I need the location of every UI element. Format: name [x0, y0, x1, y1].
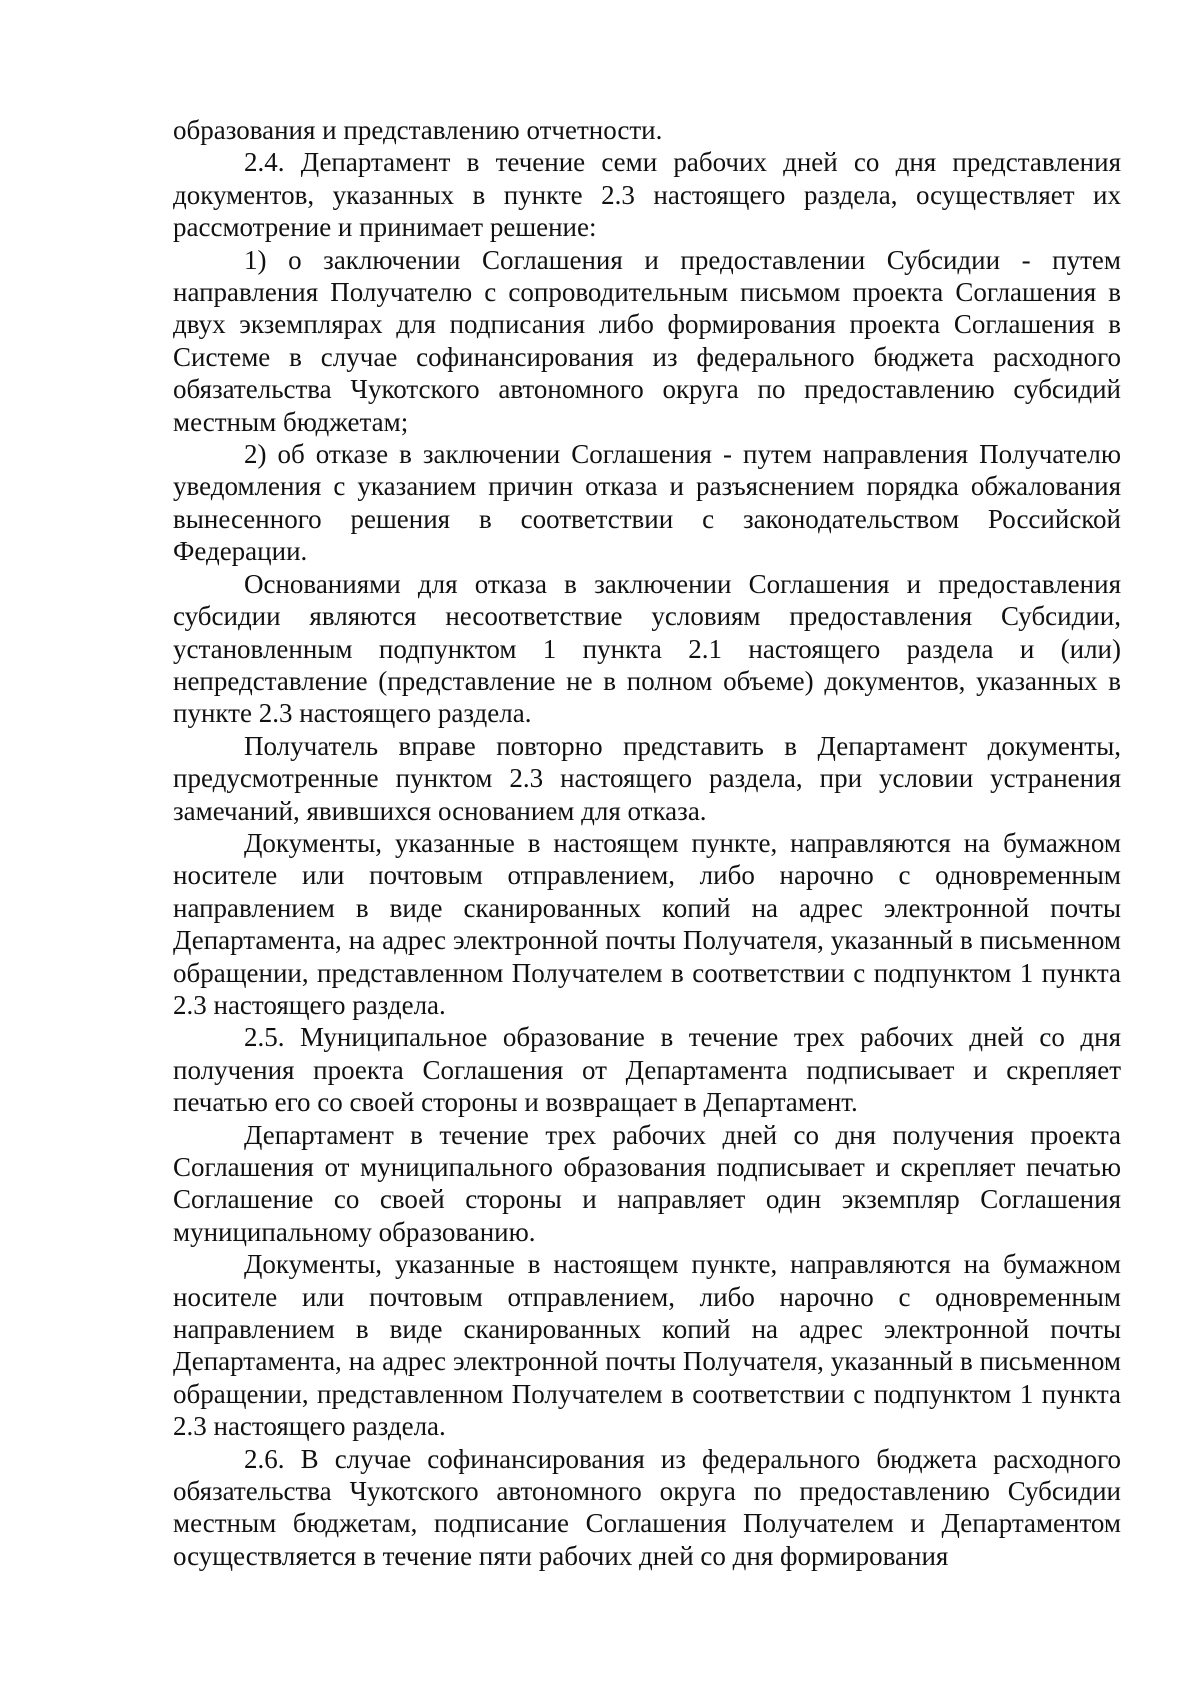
paragraph-refusal-grounds: Основаниями для отказа в заключении Соглашения и предоставления субсидии являются несоответствие условиям предоставления Субсидии, установленным подпунктом 1 пункта 2.1 настоящего раздела и (или) непредставление (представление не в полном объеме) документов, указанных в пункте 2.3 настоящего раздела.	[173, 568, 1121, 729]
document-page	[173, 114, 1121, 1572]
paragraph-item-2: 2) об отказе в заключении Соглашения - путем направления Получателю уведомления с указанием причин отказа и разъяснением порядка обжалования вынесенного решения в соответствии с законодательством Российской Федерации.	[173, 439, 1121, 567]
paragraph-documents-delivery-2: Документы, указанные в настоящем пункте, направляются на бумажном носителе или почтовым отправлением, либо нарочно с одновременным направлением в виде сканированных копий на адрес электронной почты Департамента, на адрес электронной почты Получателя, указанный в письменном обращении, представленном Получателем в соответствии с подпунктом 1 пункта 2.3 настоящего раздела.	[173, 1249, 1121, 1442]
paragraph-item-1: 1) о заключении Соглашения и предоставлении Субсидии - путем направления Получателю с сопроводительным письмом проекта Соглашения в двух экземплярах для подписания либо формирования проекта Соглашения в Системе в случае софинансирования из федерального бюджета расходного обязательства Чукотского автономного округа по предоставлению субсидий местным бюджетам;	[173, 244, 1121, 437]
paragraph-resubmission: Получатель вправе повторно представить в Департамент документы, предусмотренные пунктом 2.3 настоящего раздела, при условии устранения замечаний, явившихся основанием для отказа.	[173, 730, 1121, 826]
paragraph-2-6: 2.6. В случае софинансирования из федерального бюджета расходного обязательства Чукотского автономного округа по предоставлению Субсидии местным бюджетам, подписание Соглашения Получателем и Департаментом осуществляется в течение пяти рабочих дней со дня формирования	[173, 1443, 1121, 1571]
paragraph-documents-delivery: Документы, указанные в настоящем пункте, направляются на бумажном носителе или почтовым отправлением, либо нарочно с одновременным направлением в виде сканированных копий на адрес электронной почты Департамента, на адрес электронной почты Получателя, указанный в письменном обращении, представленном Получателем в соответствии с подпунктом 1 пункта 2.3 настоящего раздела.	[173, 827, 1121, 1020]
paragraph-2-5: 2.5. Муниципальное образование в течение трех рабочих дней со дня получения проекта Соглашения от Департамента подписывает и скрепляет печатью его со своей стороны и возвращает в Департамент.	[173, 1022, 1121, 1118]
paragraph-continuation: образования и представлению отчетности.	[173, 115, 663, 145]
paragraph-2-4: 2.4. Департамент в течение семи рабочих дней со дня представления документов, указанных в пункте 2.3 настоящего раздела, осуществляет их рассмотрение и принимает решение:	[173, 147, 1121, 243]
paragraph-department-signing: Департамент в течение трех рабочих дней со дня получения проекта Соглашения от муниципального образования подписывает и скрепляет печатью Соглашение со своей стороны и направляет один экземпляр Соглашения муниципальному образованию.	[173, 1119, 1121, 1247]
